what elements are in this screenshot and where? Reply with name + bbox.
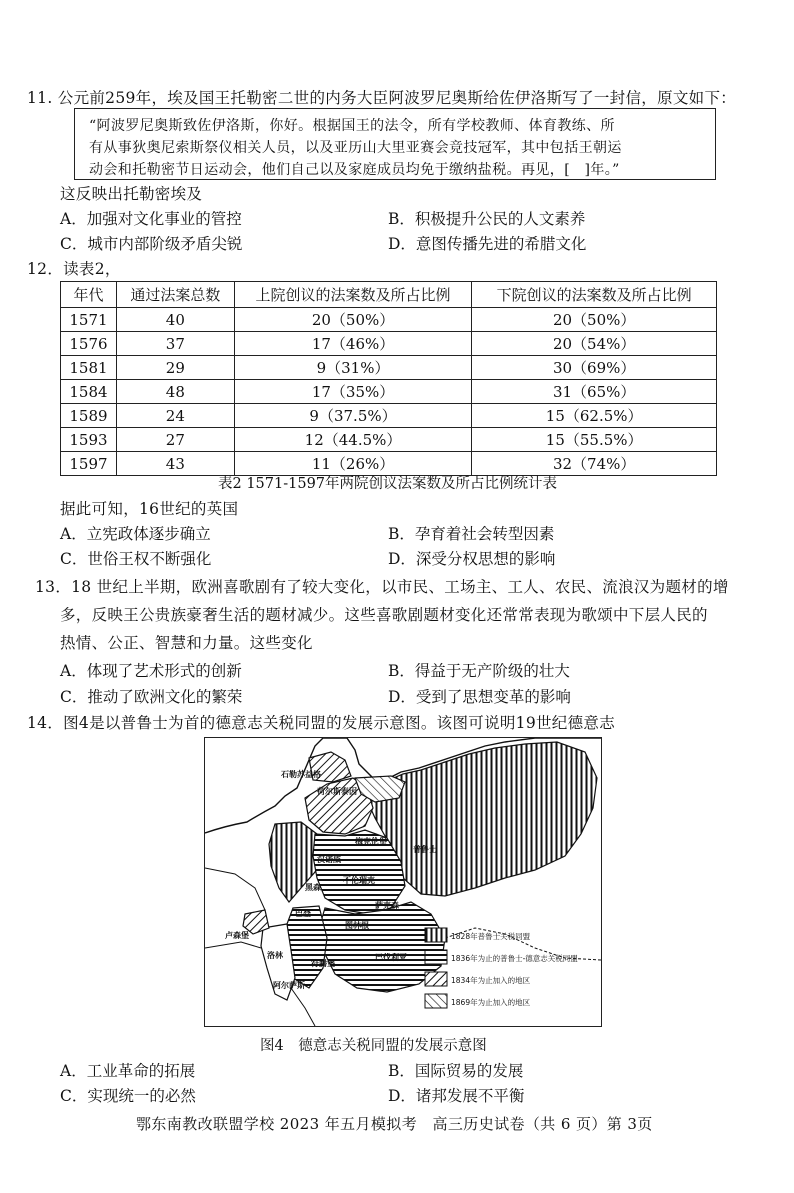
table-cell: 32（74%）: [472, 452, 717, 476]
map-label-lorraine: 洛林: [267, 951, 283, 960]
table-cell: 1576: [61, 332, 117, 356]
q12-table: [60, 281, 717, 476]
table-cell: 15（62.5%）: [472, 404, 717, 428]
map-label-schleswig: 石勒苏益格: [281, 770, 321, 779]
q14-option-c[interactable]: C．实现统一的必然: [60, 1087, 196, 1105]
map-label-alsace: 阿尔萨斯: [273, 981, 305, 990]
q12-option-d[interactable]: D．深受分权思想的影响: [388, 550, 556, 568]
q14-option-a[interactable]: A．工业革命的拓展: [60, 1062, 196, 1080]
map-label-wurttemberg: 符腾堡: [311, 959, 335, 968]
table-cell: 31（65%）: [472, 380, 717, 404]
map-label-bavaria: 巴伐利亚: [375, 953, 407, 962]
q11-option-c[interactable]: C．城市内部阶级矛盾尖锐: [60, 235, 243, 253]
table-cell: 1581: [61, 356, 117, 380]
q12-after: 据此可知，16世纪的英国: [60, 500, 239, 518]
q12-option-b[interactable]: B．孕育着社会转型因素: [388, 525, 555, 543]
legend-swatch-1828: [425, 928, 447, 942]
table-cell: 43: [116, 452, 234, 476]
table-cell: 29: [116, 356, 234, 380]
table-row: [61, 404, 717, 428]
table-cell: 12（44.5%）: [234, 428, 472, 452]
q11-option-d[interactable]: D．意图传播先进的希腊文化: [388, 235, 587, 253]
map-label-holstein: 荷尔斯泰因: [317, 787, 357, 796]
table-cell: 27: [116, 428, 234, 452]
map-legend: [425, 928, 578, 1008]
table-cell: 1589: [61, 404, 117, 428]
q11-quote-line-3: 动会和托勒密节日运动会，他们自己以及家庭成员均免于缴纳盐税。再见，[ ]年。”: [89, 162, 620, 178]
map-label-luxembourg: 卢森堡: [225, 931, 249, 940]
q11-quote-line-2: 有从事狄奥尼索斯祭仪相关人员，以及亚历山大里亚赛会竞技冠军，其中包括王朝运: [89, 140, 622, 156]
q13-line-2: 多，反映王公贵族豪奢生活的题材减少。这些喜歌剧题材变化还常常表现为歌颂中下层人民的: [60, 606, 708, 624]
q13-option-b[interactable]: B．得益于无产阶级的壮大: [388, 662, 570, 680]
table-cell: 11（26%）: [234, 452, 472, 476]
south-border: [291, 988, 315, 1026]
page-footer: 鄂东南教改联盟学校 2023 年五月模拟考 高三历史试卷（共 6 页）第 3页: [136, 1115, 653, 1133]
q13-option-d[interactable]: D．受到了思想变革的影响: [388, 688, 571, 706]
q14-option-d[interactable]: D．诸邦发展不平衡: [388, 1087, 525, 1105]
q13-line-1: 13．18 世纪上半期，欧洲喜歌剧有了较大变化，以市民、工场主、工人、农民、流浪汉为题材的增: [35, 578, 729, 596]
q12-table-caption: 表2 1571-1597年两院创议法案数及所占比例统计表: [218, 476, 558, 492]
table-row: [61, 356, 717, 380]
table-cell: 15（55.5%）: [472, 428, 717, 452]
legend-label-1834: 1834年为止加入的地区: [451, 976, 531, 985]
q11-after: 这反映出托勒密埃及: [60, 185, 203, 203]
table-cell: 1584: [61, 380, 117, 404]
map-label-thuringia: 图林根: [345, 921, 369, 930]
table-cell: 1593: [61, 428, 117, 452]
q11-quote-box: [74, 108, 716, 180]
table-cell: 20（54%）: [472, 332, 717, 356]
table-row: [61, 428, 717, 452]
table-cell: 9（37.5%）: [234, 404, 472, 428]
table-cell: 17（35%）: [234, 380, 472, 404]
map-label-hesse: 黑森: [305, 883, 321, 892]
table-cell: 40: [116, 308, 234, 332]
table-cell: 37: [116, 332, 234, 356]
q12-stem: 12．读表2，: [27, 260, 121, 278]
q14-map-caption: 图4 德意志关税同盟的发展示意图: [260, 1038, 487, 1054]
table-cell: 30（69%）: [472, 356, 717, 380]
q13-option-a[interactable]: A．体现了艺术形式的创新: [60, 662, 242, 680]
map-label-baden: 巴登: [295, 909, 311, 918]
legend-label-1828: 1828年普鲁士关税同盟: [451, 932, 531, 941]
table-row: [61, 308, 717, 332]
table-row: [61, 380, 717, 404]
map-label-brunswick: 不伦瑞克: [343, 876, 375, 885]
q13-option-c[interactable]: C．推动了欧洲文化的繁荣: [60, 688, 243, 706]
table-header-row: [61, 282, 717, 308]
q14-option-b[interactable]: B．国际贸易的发展: [388, 1062, 524, 1080]
zollverein-map: [204, 737, 602, 1027]
table-cell: 1571: [61, 308, 117, 332]
legend-label-1869: 1869年为止加入的地区: [451, 998, 531, 1007]
legend-swatch-1836: [425, 950, 447, 964]
q14-stem: 14．图4是以普鲁士为首的德意志关税同盟的发展示意图。该图可说明19世纪德意志: [27, 714, 616, 732]
table-row: [61, 332, 717, 356]
map-label-hanover: 汉诺威: [317, 855, 341, 864]
table-cell: 20（50%）: [472, 308, 717, 332]
legend-swatch-1834: [425, 972, 447, 986]
q11-stem: 11. 公元前259年，埃及国王托勒密二世的内务大臣阿波罗尼奥斯给佐伊洛斯写了一封信，原文如下：: [27, 89, 737, 107]
table-cell: 48: [116, 380, 234, 404]
q12-option-c[interactable]: C．世俗王权不断强化: [60, 550, 212, 568]
q12-option-a[interactable]: A．立宪政体逐步确立: [60, 525, 211, 543]
map-label-prussia: 普鲁士: [413, 845, 437, 854]
table-header: 年代: [61, 282, 117, 308]
table-cell: 24: [116, 404, 234, 428]
table-header: 下院创议的法案数及所占比例: [472, 282, 717, 308]
map-graphic: [205, 738, 601, 1026]
map-label-mecklenburg: 梅克伦堡: [355, 837, 387, 846]
table-header: 上院创议的法案数及所占比例: [234, 282, 472, 308]
legend-label-1836: 1836年为止的普鲁士-德意志关税同盟: [451, 954, 578, 963]
map-label-saxony: 萨克森: [375, 901, 399, 910]
legend-swatch-1869: [425, 994, 447, 1008]
table-cell: 1597: [61, 452, 117, 476]
q13-line-3: 热情、公正、智慧和力量。这些变化: [60, 634, 313, 652]
q11-option-b[interactable]: B．积极提升公民的人文素养: [388, 210, 586, 228]
table-header: 通过法案总数: [116, 282, 234, 308]
q11-option-a[interactable]: A．加强对文化事业的管控: [60, 210, 242, 228]
table-cell: 9（31%）: [234, 356, 472, 380]
table-cell: 17（46%）: [234, 332, 472, 356]
table-cell: 20（50%）: [234, 308, 472, 332]
q11-quote-line-1: “阿波罗尼奥斯致佐伊洛斯，你好。根据国王的法令，所有学校教师、体育教练、所: [89, 118, 615, 134]
